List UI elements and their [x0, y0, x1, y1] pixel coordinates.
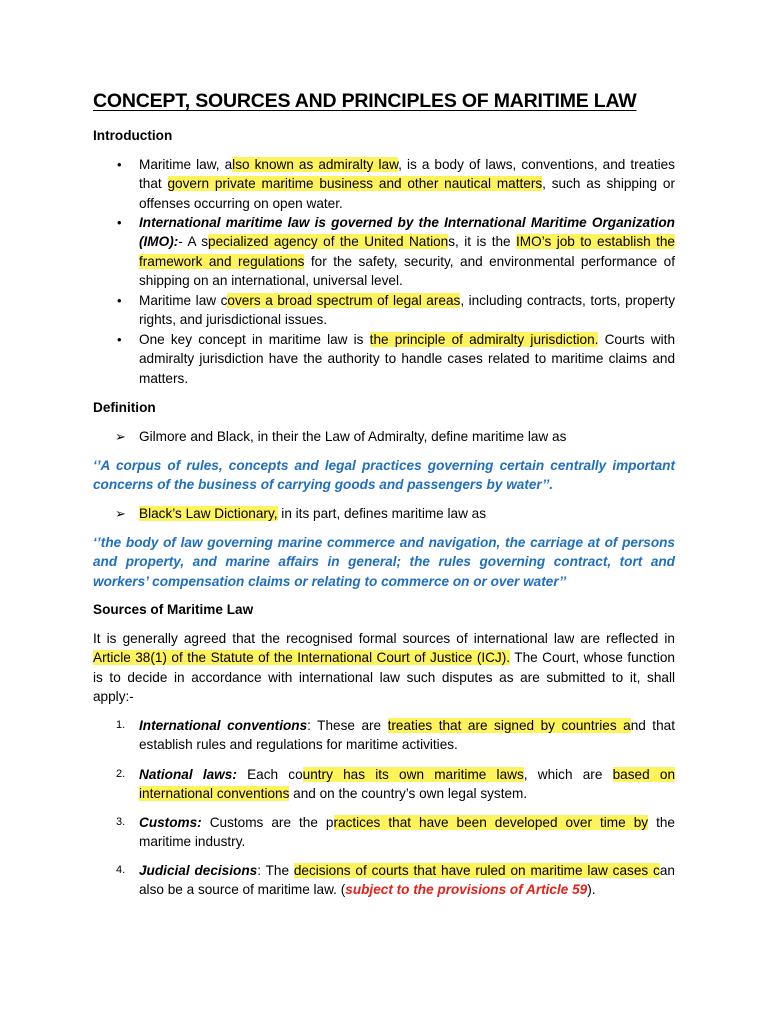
document-title: CONCEPT, SOURCES AND PRINCIPLES OF MARITIME LAW: [93, 90, 637, 112]
source-item-international-conventions: International conventions: These are treaties that are signed by countries and that establish rules and regulations for maritime activities.: [139, 718, 675, 753]
source-item-judicial-decisions: Judicial decisions: The decisions of courts that have ruled on maritime law cases can also be a source of maritime law. (subject to the provisions of Article 59).: [139, 863, 675, 898]
definition-quote-2: ‘’the body of law governing marine commerce and navigation, the carriage at of persons and property, and marine affairs in general; the rules governing contract, tort and workers’ compensation claims or relating to commerce on or over water’’: [93, 535, 675, 589]
source-item-customs: Customs: Customs are the practices that have been developed over time by the maritime industry.: [139, 815, 675, 850]
definition-blacks-law: Black’s Law Dictionary, in its part, defines maritime law as: [139, 506, 487, 521]
intro-bullet-3: Maritime law covers a broad spectrum of legal areas, including contracts, torts, property rights, and jurisdictional issues.: [139, 293, 675, 328]
bullet-marker: •: [117, 215, 122, 230]
list-number: 3.: [116, 816, 126, 828]
heading-introduction: Introduction: [93, 128, 173, 143]
heading-sources: Sources of Maritime Law: [93, 602, 254, 617]
list-number: 4.: [116, 864, 126, 876]
bullet-marker: •: [117, 332, 122, 347]
list-number: 2.: [116, 768, 126, 780]
definition-gilmore-black: Gilmore and Black, in their the Law of Admiralty, define maritime law as: [139, 429, 567, 444]
intro-bullet-1: Maritime law, also known as admiralty law, is a body of laws, conventions, and treaties that govern private maritime business and other nautical matters, such as shipping or offenses occurring on open water.: [139, 157, 675, 211]
intro-bullet-4: One key concept in maritime law is the principle of admiralty jurisdiction. Courts with admiralty jurisdiction have the authority to handle cases related to maritime claims and matters.: [139, 332, 676, 386]
definition-quote-1: ‘’A corpus of rules, concepts and legal practices governing certain centrally important concerns of the business of carrying goods and passengers by water’’.: [93, 458, 675, 493]
source-item-national-laws: National laws: Each country has its own maritime laws, which are based on international conventions and on the country’s own legal system.: [139, 767, 676, 802]
heading-definition: Definition: [93, 400, 156, 415]
article-59-note: subject to the provisions of Article 59: [345, 882, 588, 898]
intro-bullet-2: International maritime law is governed by the International Maritime Organization (IMO):- A specialized agency of the United Nations, it is the IMO’s job to establish the framework and regulations for the safety, security, and environmental performance of shipping on an international, universal level.: [139, 215, 675, 289]
sources-intro-paragraph: It is generally agreed that the recognised formal sources of international law are reflected in Article 38(1) of the Statute of the International Court of Justice (ICJ). The Court, whose function is to decide in accordance with international law such disputes as are submitted to it, shall apply:-: [93, 631, 675, 705]
arrow-bullet-icon: ➢: [115, 429, 126, 444]
arrow-bullet-icon: ➢: [115, 506, 126, 521]
bullet-marker: •: [117, 293, 122, 308]
bullet-marker: •: [117, 157, 122, 172]
list-number: 1.: [116, 719, 126, 731]
